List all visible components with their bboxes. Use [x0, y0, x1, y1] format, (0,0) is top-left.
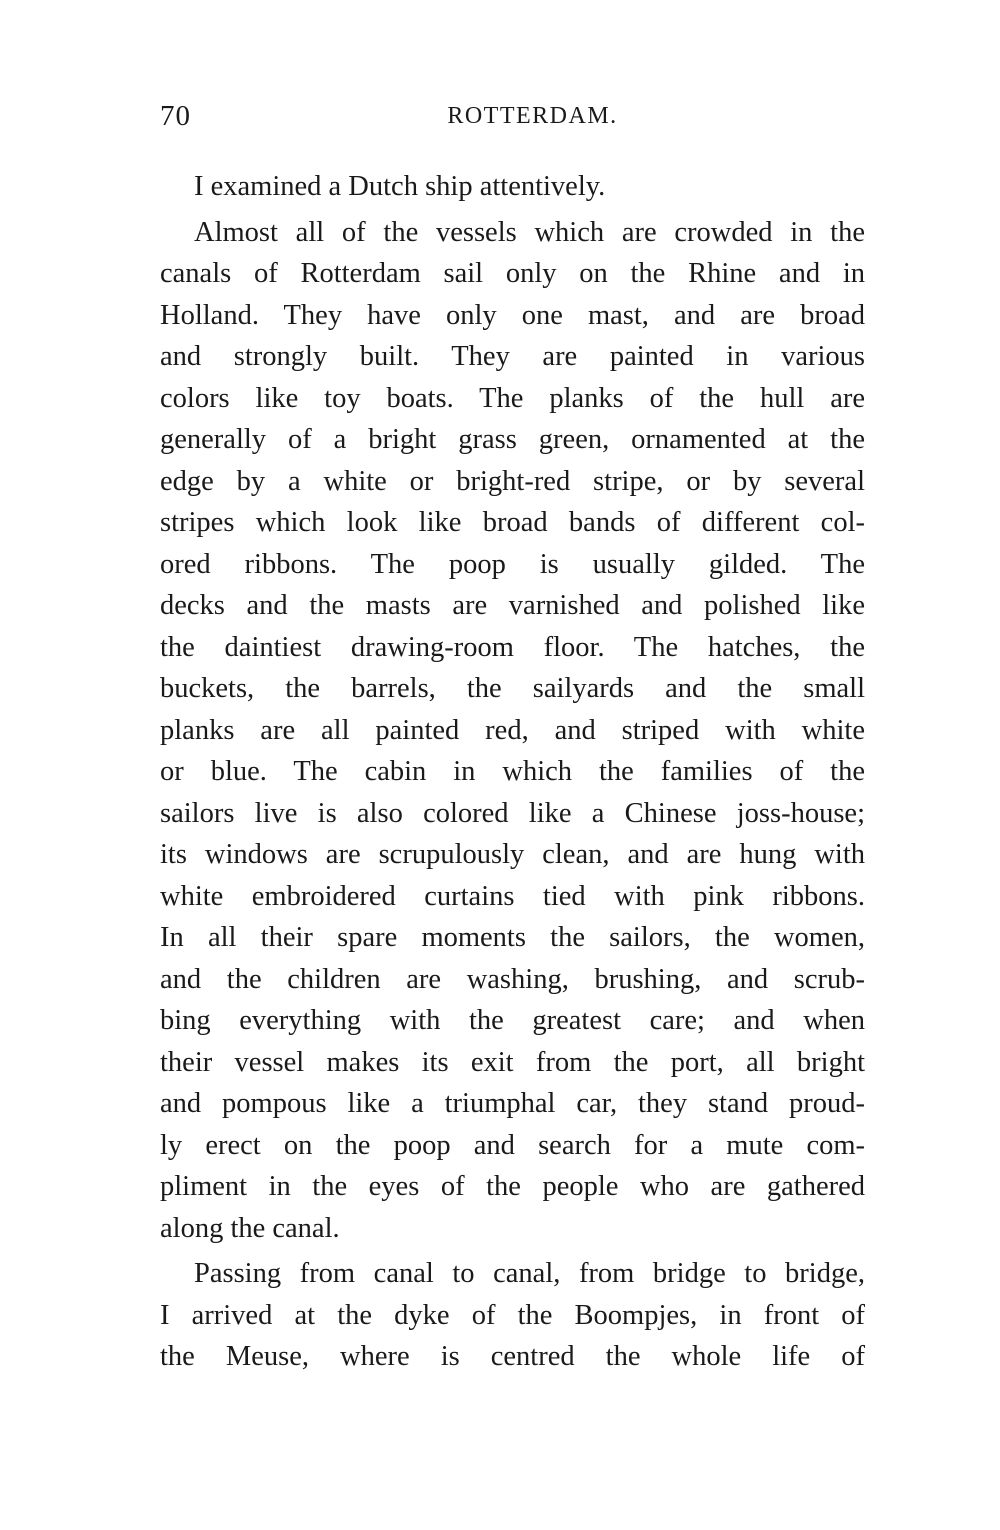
- text-line: pliment in the eyes of the people who are gathered: [160, 1171, 865, 1202]
- text-line: ored ribbons. The poop is usually gilded. The: [160, 548, 865, 580]
- paragraph: [160, 1253, 865, 1378]
- text-line: or blue. The cabin in which the families of the: [160, 756, 865, 787]
- text-line: the Meuse, where is centred the whole life of: [160, 1341, 865, 1372]
- text-line: sailors live is also colored like a Chinese joss-house;: [160, 797, 865, 829]
- text-line: In all their spare moments the sailors, the women,: [160, 922, 865, 953]
- text-line: bing everything with the greatest care; and when: [160, 1005, 865, 1036]
- text-line: Holland. They have only one mast, and are broad: [160, 299, 865, 331]
- text-line: colors like toy boats. The planks of the hull are: [160, 382, 865, 414]
- text-line: white embroidered curtains tied with pink ribbons.: [160, 880, 865, 912]
- text-line: edge by a white or bright-red stripe, or by several: [160, 465, 865, 497]
- text-line: Almost all of the vessels which are crowded in the: [194, 216, 865, 248]
- text-line: planks are all painted red, and striped with white: [160, 714, 865, 746]
- text-line: along the canal.: [160, 1212, 340, 1244]
- text-line: buckets, the barrels, the sailyards and the small: [160, 673, 865, 704]
- text-line: stripes which look like broad bands of different col-: [160, 507, 865, 538]
- paragraph: [160, 166, 865, 208]
- running-head: [160, 100, 865, 140]
- text-line: its windows are scrupulously clean, and are hung with: [160, 839, 865, 870]
- page-number: 70: [160, 100, 191, 132]
- text-line: Passing from canal to canal, from bridge to bridge,: [194, 1258, 865, 1289]
- text-line: ly erect on the poop and search for a mute com-: [160, 1129, 865, 1161]
- text-line: and the children are washing, brushing, and scrub-: [160, 963, 865, 995]
- text-line: the daintiest drawing-room floor. The hatches, the: [160, 631, 865, 663]
- text-line: their vessel makes its exit from the port, all bright: [160, 1046, 865, 1078]
- text-line: decks and the masts are varnished and polished like: [160, 590, 865, 621]
- text-line: and pompous like a triumphal car, they stand proud-: [160, 1088, 865, 1119]
- text-line: canals of Rotterdam sail only on the Rhine and in: [160, 258, 865, 289]
- text-line: and strongly built. They are painted in various: [160, 341, 865, 372]
- paragraph: [160, 212, 865, 1250]
- body-text: [160, 166, 865, 1378]
- text-line: I examined a Dutch ship attentively.: [194, 171, 606, 202]
- text-line: I arrived at the dyke of the Boompjes, in front of: [160, 1299, 865, 1331]
- text-line: generally of a bright grass green, ornamented at the: [160, 424, 865, 455]
- running-title: ROTTERDAM.: [447, 103, 618, 129]
